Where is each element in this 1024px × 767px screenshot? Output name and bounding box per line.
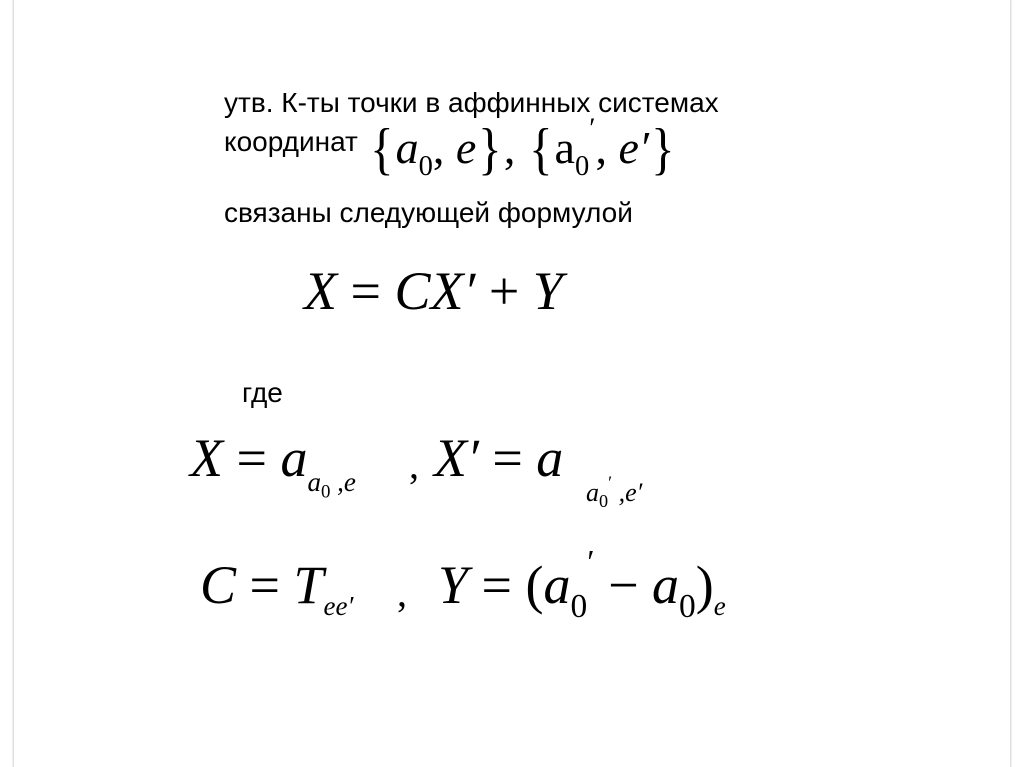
var-x-prime: X′: [430, 261, 476, 321]
var-t: T: [293, 555, 324, 615]
comma: ,: [503, 122, 516, 173]
close-brace: }: [651, 117, 675, 181]
index-zero: 0: [570, 588, 588, 626]
statement-line-1: утв. К-ты точки в аффинных системах: [224, 87, 719, 118]
sub-prime-mark: ′: [608, 472, 613, 493]
equals-sign: =: [478, 428, 537, 488]
var-x: X: [190, 428, 223, 488]
subscript: [307, 466, 356, 503]
index-zero: 0: [418, 150, 433, 182]
open-paren: (: [525, 555, 544, 615]
var-y: Y: [532, 261, 563, 321]
sub-var-e: ,e: [330, 466, 356, 497]
var-a: a: [652, 555, 680, 615]
statement-line-2: координат: [224, 126, 358, 157]
var-a: a: [536, 428, 564, 488]
prime-mark: ′: [587, 543, 595, 581]
close-paren: ): [695, 555, 714, 615]
var-c: C: [394, 261, 431, 321]
sub-var-a: a: [586, 478, 599, 507]
index-zero: 0: [574, 150, 590, 182]
equals-sign: =: [337, 261, 395, 321]
open-brace: {: [528, 117, 553, 181]
equals-sign: =: [468, 555, 526, 615]
slide: [14, 0, 1010, 767]
where-label: где: [242, 377, 283, 408]
comma: ,: [595, 122, 607, 173]
sub-var-e-prime: ,e′: [612, 478, 643, 507]
var-a: a: [280, 428, 308, 488]
comma-separator: ,: [409, 442, 419, 487]
var-a: a: [395, 122, 419, 173]
sub-var-a: a: [307, 466, 321, 497]
definition-x-prime: [434, 425, 563, 491]
sub-ee-prime: ee′: [323, 591, 354, 622]
equals-sign: =: [236, 555, 294, 615]
var-e-prime: e′: [618, 122, 649, 173]
plus-sign: +: [475, 261, 533, 321]
main-formula: [304, 258, 563, 324]
var-y: Y: [438, 555, 469, 615]
minus-sign: −: [594, 555, 653, 615]
var-e: e: [455, 122, 477, 173]
x-prime-subscript: [586, 472, 643, 512]
definition-x: [190, 425, 356, 503]
sub-index-zero: 0: [599, 491, 609, 512]
var-a-upright: a: [554, 122, 575, 173]
var-c: C: [200, 555, 237, 615]
comma: ,: [432, 122, 445, 173]
sub-var-e: e: [713, 591, 726, 622]
prime-mark: ′: [589, 113, 596, 145]
coord-systems-formula: [368, 113, 677, 182]
index-zero: 0: [679, 588, 696, 626]
definition-y: [438, 543, 726, 626]
sub-index-zero: 0: [320, 481, 331, 503]
close-brace: }: [478, 117, 502, 181]
var-x: X: [304, 261, 337, 321]
statement-line-3: связаны следующей формулой: [224, 197, 633, 228]
definition-c: [200, 552, 354, 622]
open-brace: {: [370, 117, 394, 181]
equals-sign: =: [223, 428, 281, 488]
comma-separator: ,: [397, 570, 407, 615]
var-x-prime: X′: [434, 428, 479, 488]
var-a: a: [543, 555, 571, 615]
